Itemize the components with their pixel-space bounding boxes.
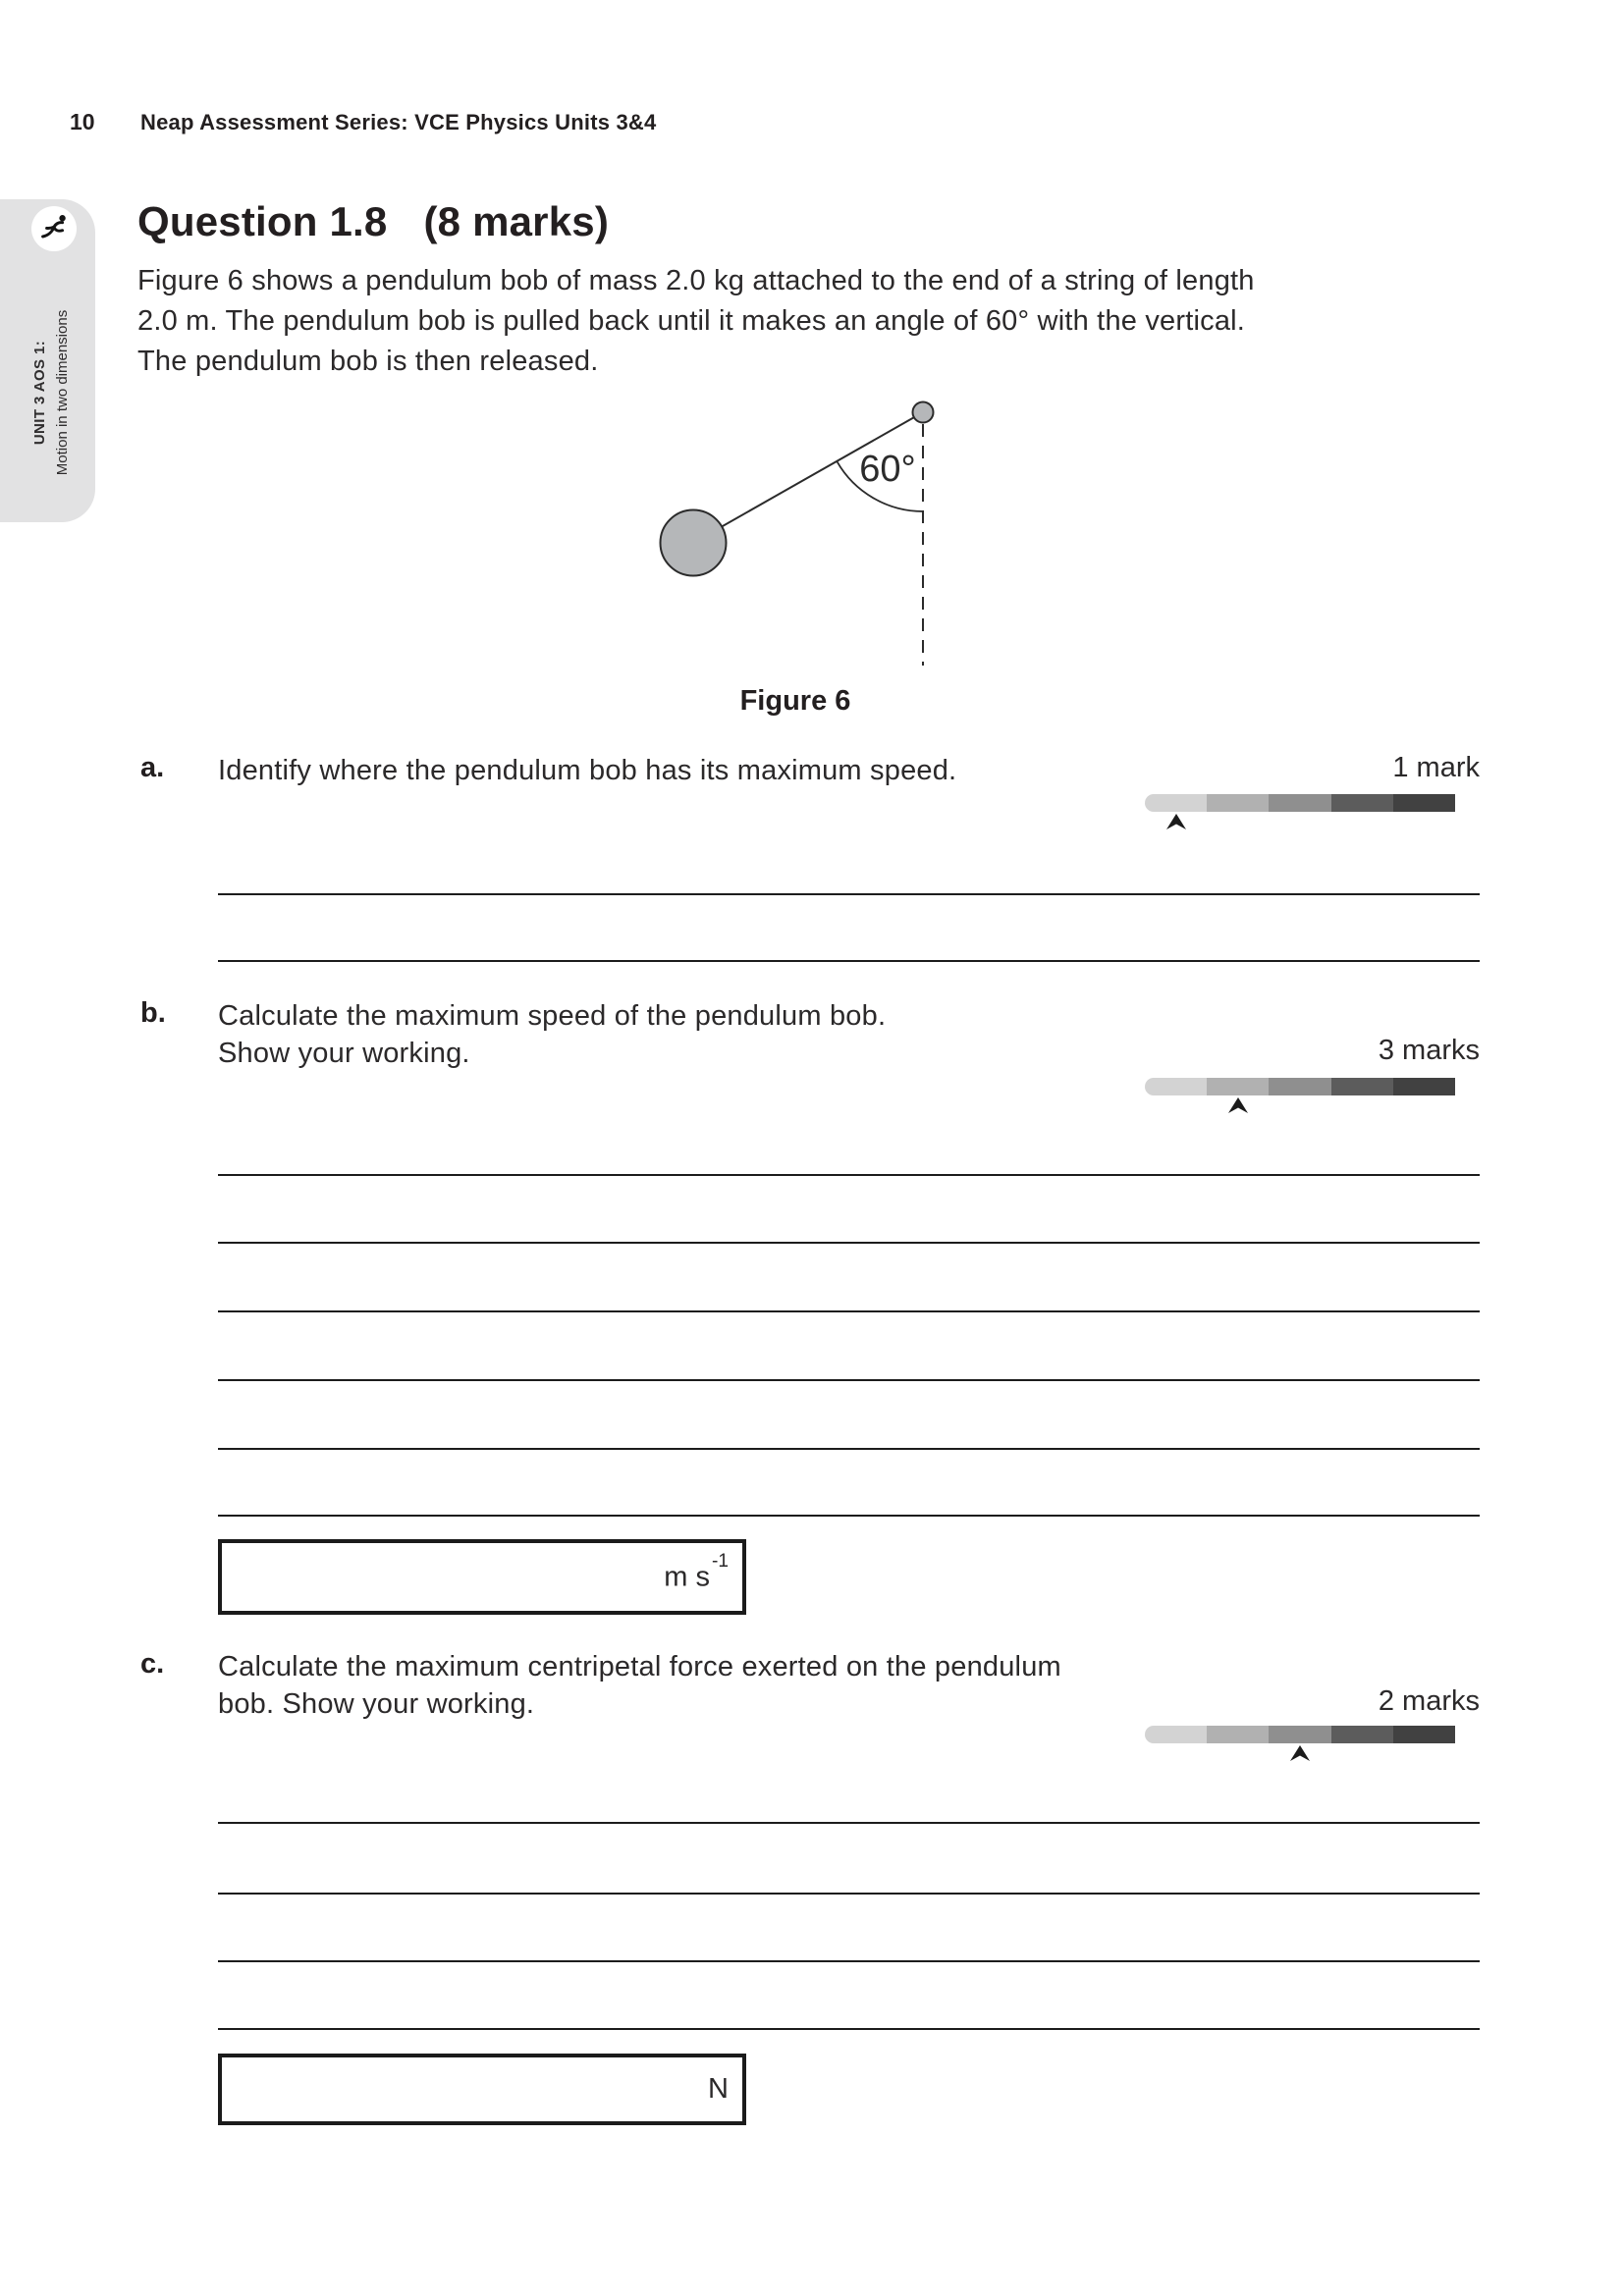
unit-tab <box>0 199 95 522</box>
difficulty-segment <box>1269 1078 1330 1095</box>
answer-line[interactable] <box>218 1242 1480 1244</box>
difficulty-marker-icon <box>1228 1097 1248 1113</box>
part-c-label: c. <box>140 1648 165 1680</box>
force-unit-label: N <box>708 2073 729 2105</box>
difficulty-segment <box>1393 1078 1455 1095</box>
part-a-marks: 1 mark <box>1392 752 1480 783</box>
leaping-figure-icon <box>38 213 70 244</box>
answer-box-speed[interactable] <box>218 1539 746 1615</box>
difficulty-segment <box>1207 794 1269 812</box>
part-a-label: a. <box>140 752 165 783</box>
part-a-question: Identify where the pendulum bob has its maximum speed. <box>218 755 957 786</box>
intro-line-2: 2.0 m. The pendulum bob is pulled back until it makes an angle of 60° with the vertical. <box>137 305 1246 337</box>
difficulty-bar-a <box>1145 794 1455 812</box>
answer-line[interactable] <box>218 1822 1480 1824</box>
answer-line[interactable] <box>218 960 1480 962</box>
pendulum-bob <box>661 510 727 576</box>
difficulty-segment <box>1145 1726 1207 1743</box>
question-title: Question 1.8 <box>137 198 388 244</box>
unit-tab-unit-line: UNIT 3 AOS 1: <box>31 340 48 446</box>
difficulty-segment <box>1331 1078 1393 1095</box>
part-b-question-line-1: Calculate the maximum speed of the pendulum bob. <box>218 1000 887 1032</box>
difficulty-bar-c <box>1145 1726 1455 1743</box>
unit-tab-label <box>28 245 76 540</box>
unit-tab-topic-line: Motion in two dimensions <box>54 309 71 476</box>
answer-line[interactable] <box>218 1310 1480 1312</box>
answer-line[interactable] <box>218 1448 1480 1450</box>
difficulty-segment <box>1331 1726 1393 1743</box>
part-c-question-line-1: Calculate the maximum centripetal force exerted on the pendulum <box>218 1651 1061 1682</box>
part-b-label: b. <box>140 997 166 1029</box>
part-b-marks: 3 marks <box>1378 1035 1480 1066</box>
difficulty-segment <box>1269 794 1330 812</box>
answer-line[interactable] <box>218 1960 1480 1962</box>
difficulty-segment <box>1207 1726 1269 1743</box>
answer-line[interactable] <box>218 1174 1480 1176</box>
question-intro <box>137 261 1255 382</box>
part-c-marks: 2 marks <box>1378 1685 1480 1717</box>
page-header-title: Neap Assessment Series: VCE Physics Units 3&4 <box>140 110 657 134</box>
part-b-question-line-2: Show your working. <box>218 1038 470 1069</box>
answer-line[interactable] <box>218 1515 1480 1517</box>
difficulty-segment <box>1269 1726 1330 1743</box>
answer-line[interactable] <box>218 1893 1480 1895</box>
answer-line[interactable] <box>218 893 1480 895</box>
speed-unit-label: m $s^{-1}$ <box>664 1550 729 1593</box>
part-c-question-line-2: bob. Show your working. <box>218 1688 535 1720</box>
difficulty-marker-icon <box>1290 1745 1310 1761</box>
difficulty-bar-b <box>1145 1078 1455 1095</box>
figure-caption: Figure 6 <box>739 685 851 717</box>
difficulty-segment <box>1393 794 1455 812</box>
answer-line[interactable] <box>218 2028 1480 2030</box>
question-heading <box>137 198 609 245</box>
difficulty-segment <box>1145 1078 1207 1095</box>
difficulty-segment <box>1207 1078 1269 1095</box>
pendulum-diagram <box>589 381 1080 675</box>
intro-line-3: The pendulum bob is then released. <box>137 346 599 377</box>
page-number: 10 <box>70 109 95 134</box>
difficulty-segment <box>1145 794 1207 812</box>
angle-label: 60° <box>859 449 916 490</box>
pivot-point <box>913 402 934 423</box>
difficulty-marker-icon <box>1166 814 1186 829</box>
answer-box-force[interactable] <box>218 2054 746 2125</box>
question-total-marks: (8 marks) <box>423 198 610 244</box>
difficulty-segment <box>1393 1726 1455 1743</box>
answer-line[interactable] <box>218 1379 1480 1381</box>
intro-line-1: Figure 6 shows a pendulum bob of mass 2.0 kg attached to the end of a string of length <box>137 265 1255 296</box>
speed-unit-exponent: -1 <box>711 1550 729 1572</box>
difficulty-segment <box>1331 794 1393 812</box>
